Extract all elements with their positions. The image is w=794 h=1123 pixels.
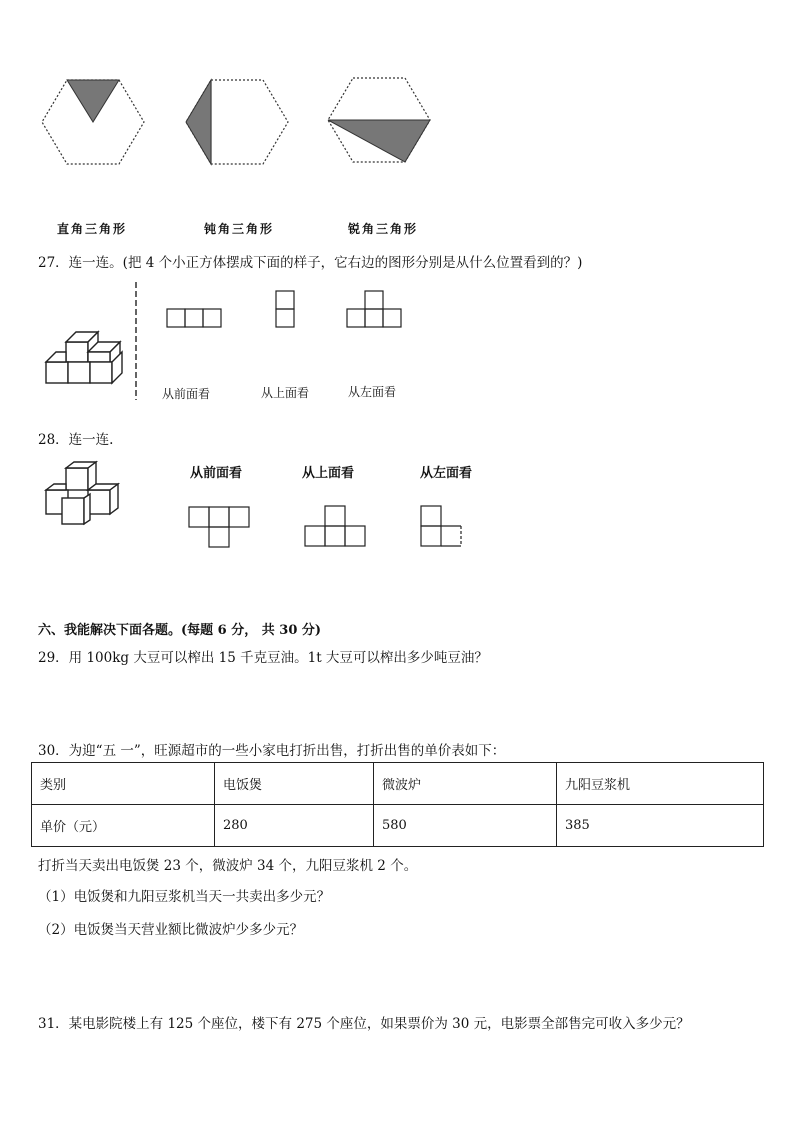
table-cell: 280: [215, 805, 374, 847]
table-header-cell: 微波炉: [374, 763, 557, 805]
price-table: [31, 762, 764, 847]
table-cell: 385: [557, 805, 764, 847]
section6-title: 六、我能解决下面各题。(每题 6 分， 共 30 分): [38, 623, 322, 638]
table-header-cell: 电饭煲: [215, 763, 374, 805]
q30-sales-text: 打折当天卖出电饭煲 23 个，微波炉 34 个，九阳豆浆机 2 个。: [38, 858, 418, 874]
q27-view-label-left: 从左面看: [348, 385, 397, 399]
q29-text: 29．用 100kg 大豆可以榨出 15 千克豆油。1t 大豆可以榨出多少吨豆油？: [38, 650, 488, 666]
table-header-cell: 九阳豆浆机: [557, 763, 764, 805]
q28-view-label-left: 从左面看: [420, 466, 473, 481]
table-row: [32, 805, 764, 847]
q31-text: 31．某电影院楼上有 125 个座位，楼下有 275 个座位，如果票价为 30 元，电影票全部售完可收入多少元？: [38, 1016, 690, 1032]
hexagon-label-right: 直角三角形: [57, 222, 128, 236]
q27-view-label-front: 从前面看: [162, 387, 211, 401]
table-cell: 580: [374, 805, 557, 847]
hexagon-label-acute: 锐角三角形: [348, 222, 419, 236]
q28-view-top-shape: [304, 505, 366, 547]
q28-cube-stack: [44, 460, 126, 528]
q27-cube-stack: [44, 325, 128, 387]
table-cell: 单价（元）: [32, 805, 215, 847]
q28-text: 28．连一连.: [38, 432, 114, 448]
q27-view-t-shape: [346, 290, 402, 328]
q28-view-label-top: 从上面看: [302, 466, 355, 481]
table-row: [32, 763, 764, 805]
q27-text: 27．连一连。(把 4 个小正方体摆成下面的样子，它右边的图形分别是从什么位置看到的？): [38, 255, 583, 271]
q30-subquestion-1: （1）电饭煲和九阳豆浆机当天一共卖出多少元？: [38, 889, 331, 905]
q28-view-front-shape: [188, 506, 250, 548]
q30-text: 30．为迎“五 一”，旺源超市的一些小家电打折出售，打折出售的单价表如下：: [38, 743, 506, 759]
hexagon-acute-triangle: [326, 76, 432, 166]
q27-divider: [134, 282, 138, 400]
q28-view-left-shape: [420, 505, 464, 549]
q28-view-label-front: 从前面看: [190, 466, 243, 481]
q30-subquestion-2: （2）电饭煲当天营业额比微波炉少多少元？: [38, 922, 304, 938]
table-header-cell: 类别: [32, 763, 215, 805]
hexagon-label-obtuse: 钝角三角形: [204, 222, 275, 236]
hexagon-right-triangle: [40, 78, 146, 168]
q27-view-two-column: [275, 290, 295, 328]
hexagon-obtuse-triangle: [184, 78, 290, 168]
q27-view-label-top: 从上面看: [261, 386, 310, 400]
q27-view-three-row: [166, 308, 222, 328]
